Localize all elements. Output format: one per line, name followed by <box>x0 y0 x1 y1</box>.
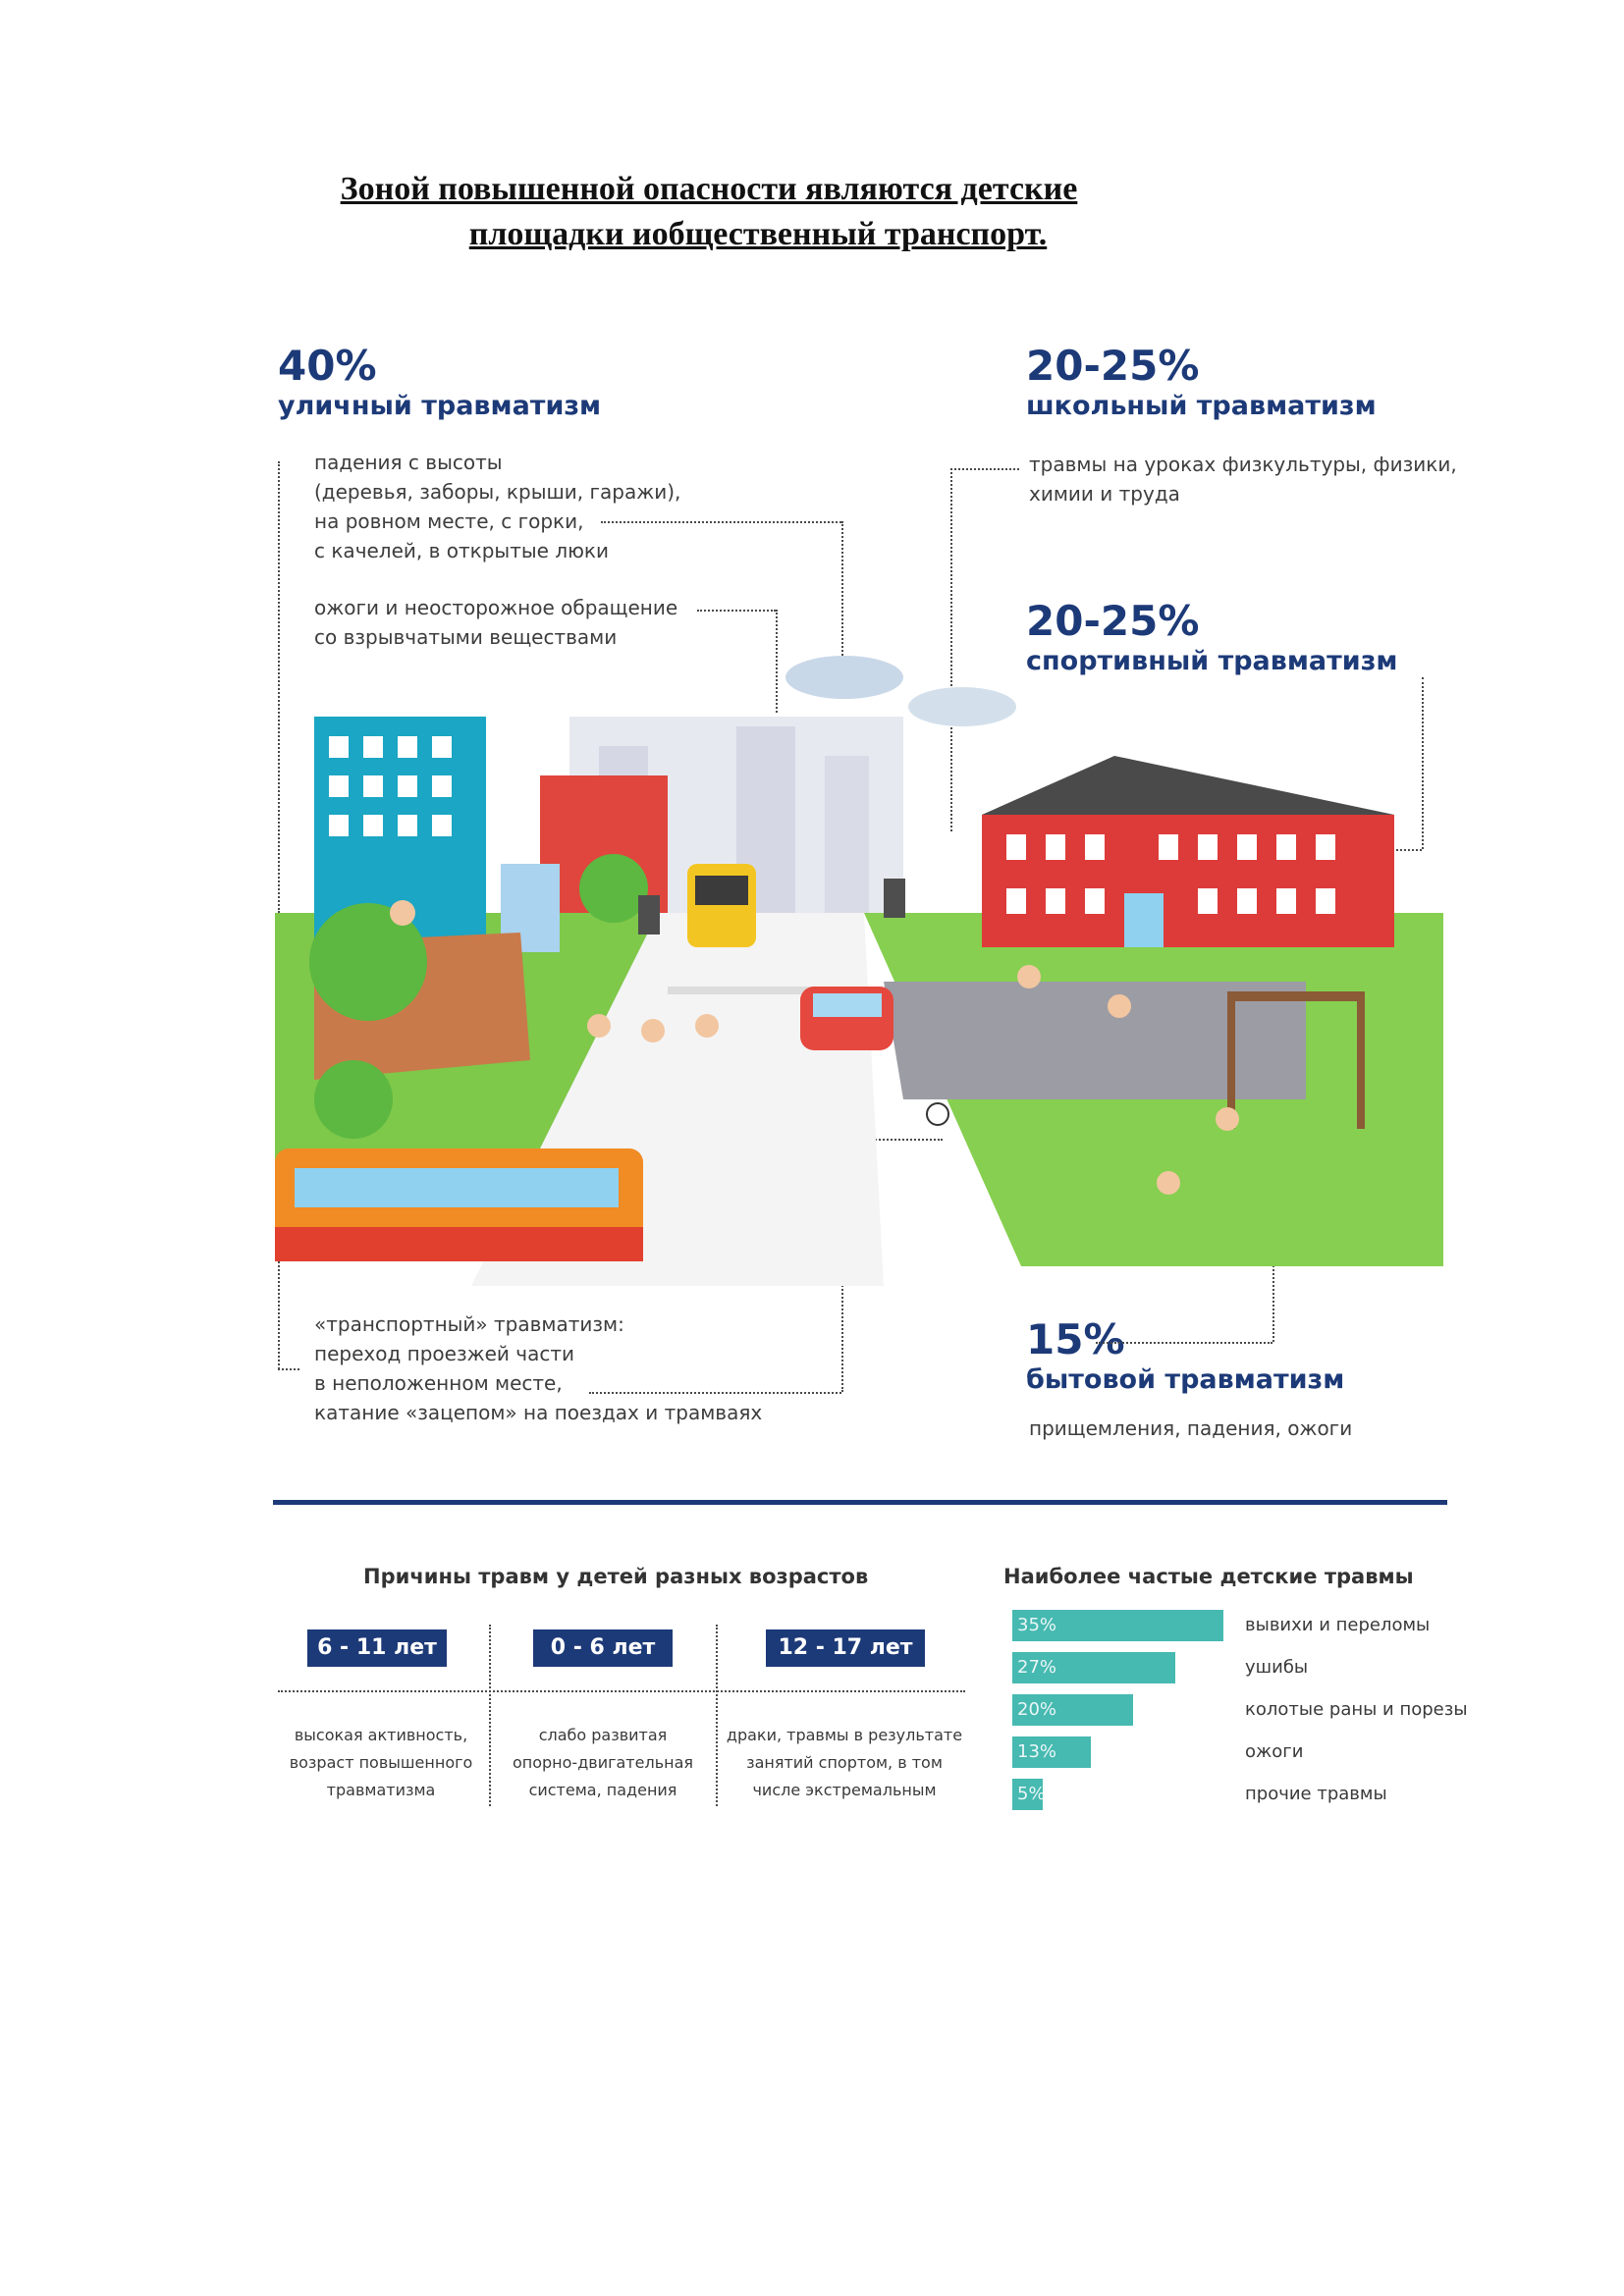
cause-line: числе экстремальным <box>752 1781 937 1799</box>
connector-line <box>950 468 1019 470</box>
climbing-frame <box>1357 991 1365 1129</box>
desc-line: травмы на уроках физкультуры, физики, <box>1029 453 1457 476</box>
city-skyline <box>825 756 869 913</box>
child <box>1157 1171 1180 1195</box>
age-badge-12-17: 12 - 17 лет <box>766 1629 925 1667</box>
causes-heading: Причины травм у детей разных возрастов <box>363 1565 869 1588</box>
cause-line: травматизма <box>326 1781 436 1799</box>
child <box>390 900 415 926</box>
cloud <box>785 656 903 699</box>
child <box>587 1014 611 1038</box>
sport-name: спортивный травматизм <box>1026 646 1398 676</box>
age-cause-0-6 <box>496 1722 710 1804</box>
injury-bar-label: ушибы <box>1245 1657 1309 1678</box>
tram-windows <box>295 1168 619 1207</box>
age-cause-6-11 <box>278 1722 484 1804</box>
connector-line <box>1096 1342 1272 1344</box>
home-name: бытовой травматизм <box>1026 1364 1345 1395</box>
bus-windshield <box>695 876 748 905</box>
child <box>1216 1107 1239 1131</box>
cloud <box>908 687 1016 726</box>
desc-line: переход проезжей части <box>314 1342 574 1365</box>
child <box>641 1019 665 1042</box>
home-stat <box>1026 1317 1344 1398</box>
school-desc <box>1029 450 1457 508</box>
injuries-chart-title: Наиболее частые детские травмы <box>1003 1565 1414 1588</box>
sport-percent: 20-25% <box>1026 597 1200 645</box>
connector-line <box>278 1368 299 1370</box>
home-percent: 15% <box>1026 1315 1125 1363</box>
page-title <box>0 167 1624 257</box>
transport-injury-desc <box>314 1309 762 1427</box>
cause-line: высокая активность, <box>294 1726 468 1744</box>
desc-line: падения с высоты <box>314 451 503 474</box>
car-windshield <box>813 993 882 1017</box>
section-divider <box>273 1500 1447 1505</box>
connector-line <box>697 610 776 612</box>
age-badge-0-6: 0 - 6 лет <box>533 1629 673 1667</box>
street-stat <box>278 344 601 424</box>
injury-bar-label: вывихи и переломы <box>1245 1615 1431 1635</box>
tram-stripe <box>275 1227 643 1261</box>
traffic-light <box>638 895 660 934</box>
causes-separator <box>489 1625 491 1806</box>
injury-bar-label: прочие травмы <box>1245 1784 1387 1804</box>
cause-line: занятий спортом, в том <box>746 1753 943 1772</box>
title-line-2: площадки иобщественный транспорт. <box>468 216 1048 252</box>
injury-bar-value: 27% <box>1017 1657 1057 1678</box>
injury-bar-value: 20% <box>1017 1699 1057 1720</box>
age-badge-6-11: 6 - 11 лет <box>307 1629 447 1667</box>
cause-line: система, падения <box>528 1781 677 1799</box>
age-cause-12-17 <box>722 1722 967 1804</box>
climbing-frame <box>1227 991 1365 1001</box>
desc-line: катание «зацепом» на поездах и трамваях <box>314 1401 763 1424</box>
desc-line: в неположенном месте, <box>314 1371 563 1395</box>
cause-line: опорно-двигательная <box>512 1753 694 1772</box>
title-line-1: Зоной повышенной опасности являются детские <box>340 171 1078 207</box>
desc-line: со взрывчатыми веществами <box>314 625 618 649</box>
cause-line: возраст повышенного <box>289 1753 473 1772</box>
home-desc: прищемления, падения, ожоги <box>1029 1416 1353 1440</box>
connector-line <box>601 521 841 523</box>
causes-separator <box>278 1690 965 1692</box>
traffic-light <box>884 879 905 918</box>
cause-line: слабо развитая <box>538 1726 668 1744</box>
school-name: школьный травматизм <box>1026 391 1377 421</box>
school-door <box>1124 893 1164 947</box>
injury-bar-label: колотые раны и порезы <box>1245 1699 1468 1720</box>
desc-line: «транспортный» травматизм: <box>314 1312 624 1336</box>
injury-bar-value: 35% <box>1017 1615 1057 1635</box>
street-falls-desc <box>314 448 680 565</box>
child <box>695 1014 719 1038</box>
desc-line: ожоги и неосторожное обращение <box>314 596 678 619</box>
school-stat <box>1026 344 1377 424</box>
injury-bar-value: 5% <box>1017 1784 1046 1804</box>
soccer-ball-icon <box>927 1103 948 1125</box>
desc-line: с качелей, в открытые люки <box>314 539 610 562</box>
street-name: уличный травматизм <box>278 391 602 421</box>
desc-line: на ровном месте, с горки, <box>314 509 584 533</box>
tree <box>314 1060 393 1139</box>
tree <box>579 854 648 923</box>
injury-bar-label: ожоги <box>1245 1741 1304 1762</box>
school-roof <box>982 756 1394 815</box>
injury-bar-value: 13% <box>1017 1741 1057 1762</box>
city-school-illustration <box>275 638 1443 1286</box>
connector-line <box>589 1392 841 1394</box>
desc-line: (деревья, заборы, крыши, гаражи), <box>314 480 681 504</box>
cause-line: драки, травмы в результате <box>726 1726 963 1744</box>
street-percent: 40% <box>278 342 377 390</box>
child <box>1108 994 1131 1018</box>
causes-separator <box>716 1625 718 1806</box>
child <box>1017 965 1041 988</box>
desc-line: химии и труда <box>1029 482 1180 506</box>
school-percent: 20-25% <box>1026 342 1200 390</box>
